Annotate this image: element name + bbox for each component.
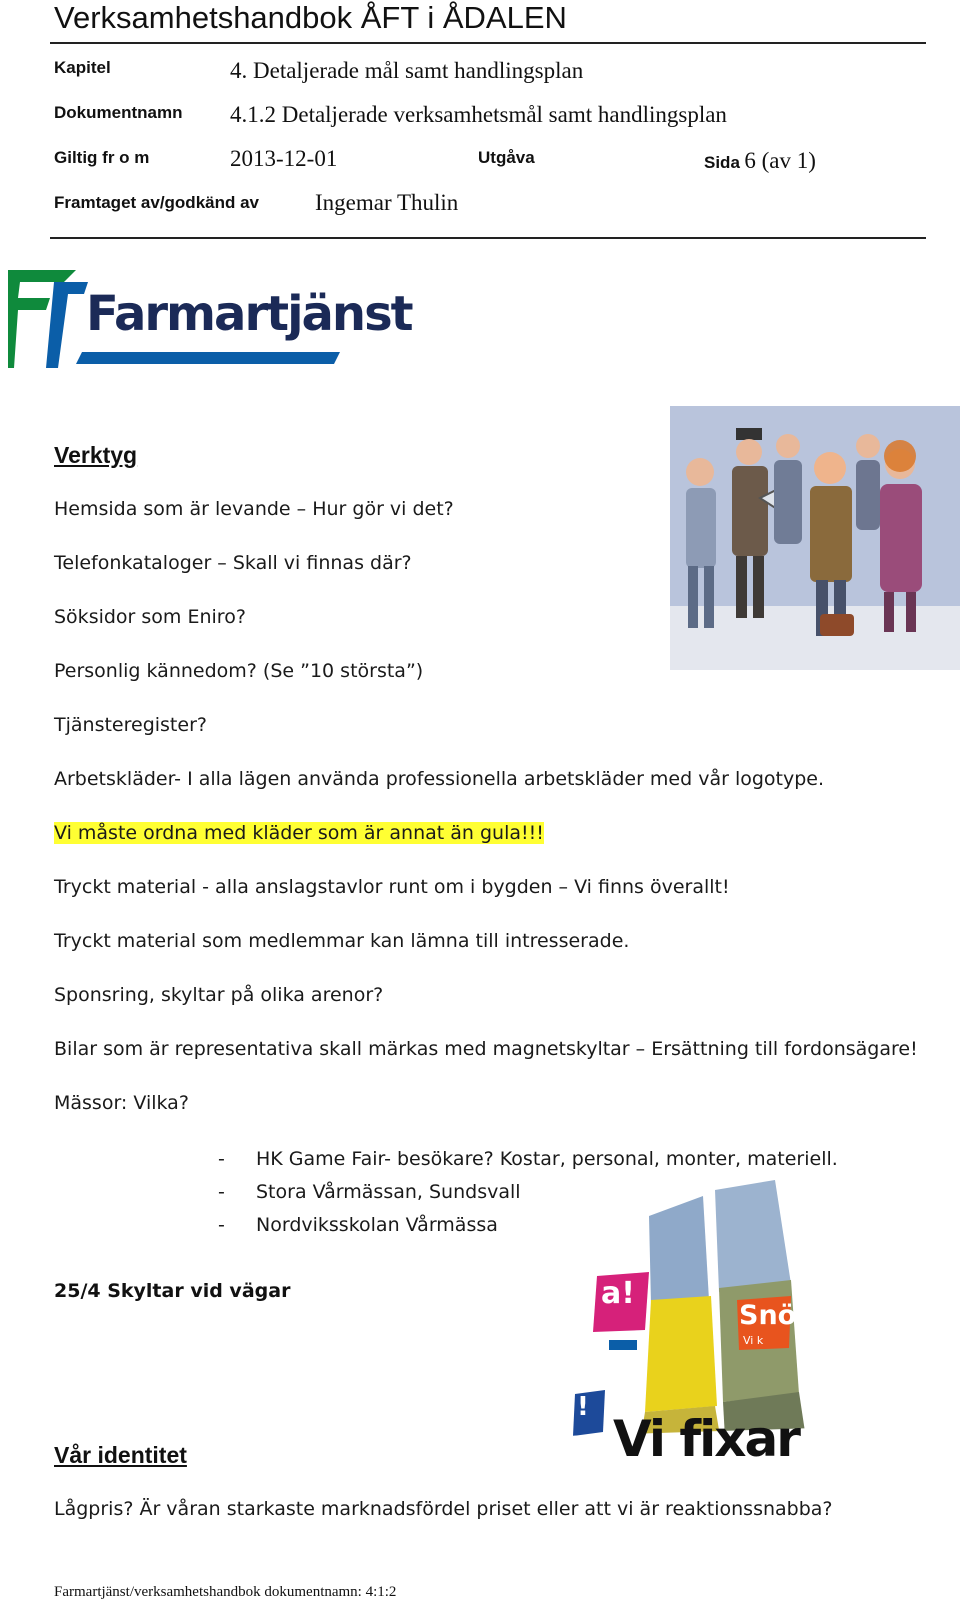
docname-label: Dokumentnamn [54, 103, 183, 122]
list-item: - Stora Vårmässan, Sundsvall [218, 1181, 521, 1203]
document-title: Verksamhetshandbok ÅFT i ÅDALEN [54, 0, 567, 35]
tools-line-clothes-highlight: Vi måste ordna med kläder som är annat än gula!!! [54, 822, 544, 844]
tools-line-fairs: Mässor: Vilka? [54, 1092, 189, 1114]
page-footer: Farmartjänst/verksamhetshandbok dokumentnamn: 4:1:2 [54, 1584, 397, 1600]
list-item: - HK Game Fair- besökare? Kostar, personal, monter, materiell. [218, 1148, 838, 1170]
page-value: 6 (av 1) [744, 148, 816, 173]
chapter-label: Kapitel [54, 58, 111, 77]
poster-badge-small: ! [577, 1392, 589, 1422]
tools-line-service-register: Tjänsteregister? [54, 714, 207, 736]
list-item: - Nordviksskolan Vårmässa [218, 1214, 498, 1236]
chapter-value: 4. Detaljerade mål samt handlingsplan [230, 58, 584, 83]
section-heading-verktyg: Verktyg [54, 442, 138, 468]
poster-slogan: Vi fixar [613, 1410, 799, 1464]
logo-wordmark: Farmartjänst [86, 286, 412, 342]
poster-badge-left: a! [601, 1276, 635, 1311]
tools-line-website: Hemsida som är levande – Hur gör vi det? [54, 498, 454, 520]
author-label: Framtaget av/godkänd av [54, 193, 260, 212]
docname-value: 4.1.2 Detaljerade verksamhetsmål samt handlingsplan [230, 102, 727, 127]
tools-line-search-sites: Söksidor som Eniro? [54, 606, 246, 628]
tools-line-personal: Personlig kännedom? (Se ”10 största”) [54, 660, 424, 682]
tools-line-workwear: Arbetskläder- I alla lägen använda professionella arbetskläder med vår logotype. [54, 768, 825, 790]
poster-slogan-crop [613, 1410, 813, 1464]
page-number [704, 148, 816, 174]
poster-badge-right-sub: Vi k [743, 1334, 764, 1347]
poster-badge-right: Snö [739, 1300, 797, 1331]
tools-line-sponsoring: Sponsring, skyltar på olika arenor? [54, 984, 384, 1006]
header-rule-top [50, 42, 926, 44]
crowd-cartoon-image [670, 406, 960, 670]
signs-note: 25/4 Skyltar vid vägar [54, 1280, 291, 1302]
identity-text: Lågpris? Är våran starkaste marknadsfördel priset eller att vi är reaktionssnabba? [54, 1498, 833, 1520]
header-rule-bottom [50, 237, 926, 239]
page-label: Sida [704, 153, 740, 172]
author-value: Ingemar Thulin [315, 190, 459, 215]
valid-from-label: Giltig fr o m [54, 148, 150, 167]
vi-fixar-poster-image [565, 1180, 815, 1470]
valid-from-value: 2013-12-01 [230, 146, 338, 171]
farmartjanst-logo [6, 268, 412, 372]
tools-line-printed-members: Tryckt material som medlemmar kan lämna till intresserade. [54, 930, 630, 952]
tools-line-cars: Bilar som är representativa skall märkas med magnetskyltar – Ersättning till fordonsägare! [54, 1038, 918, 1060]
tools-line-phonebooks: Telefonkataloger – Skall vi finnas där? [54, 552, 412, 574]
tools-line-printed-boards: Tryckt material - alla anslagstavlor runt om i bygden – Vi finns överallt! [54, 876, 730, 898]
edition-label: Utgåva [478, 148, 535, 167]
section-heading-identity: Vår identitet [54, 1442, 187, 1468]
